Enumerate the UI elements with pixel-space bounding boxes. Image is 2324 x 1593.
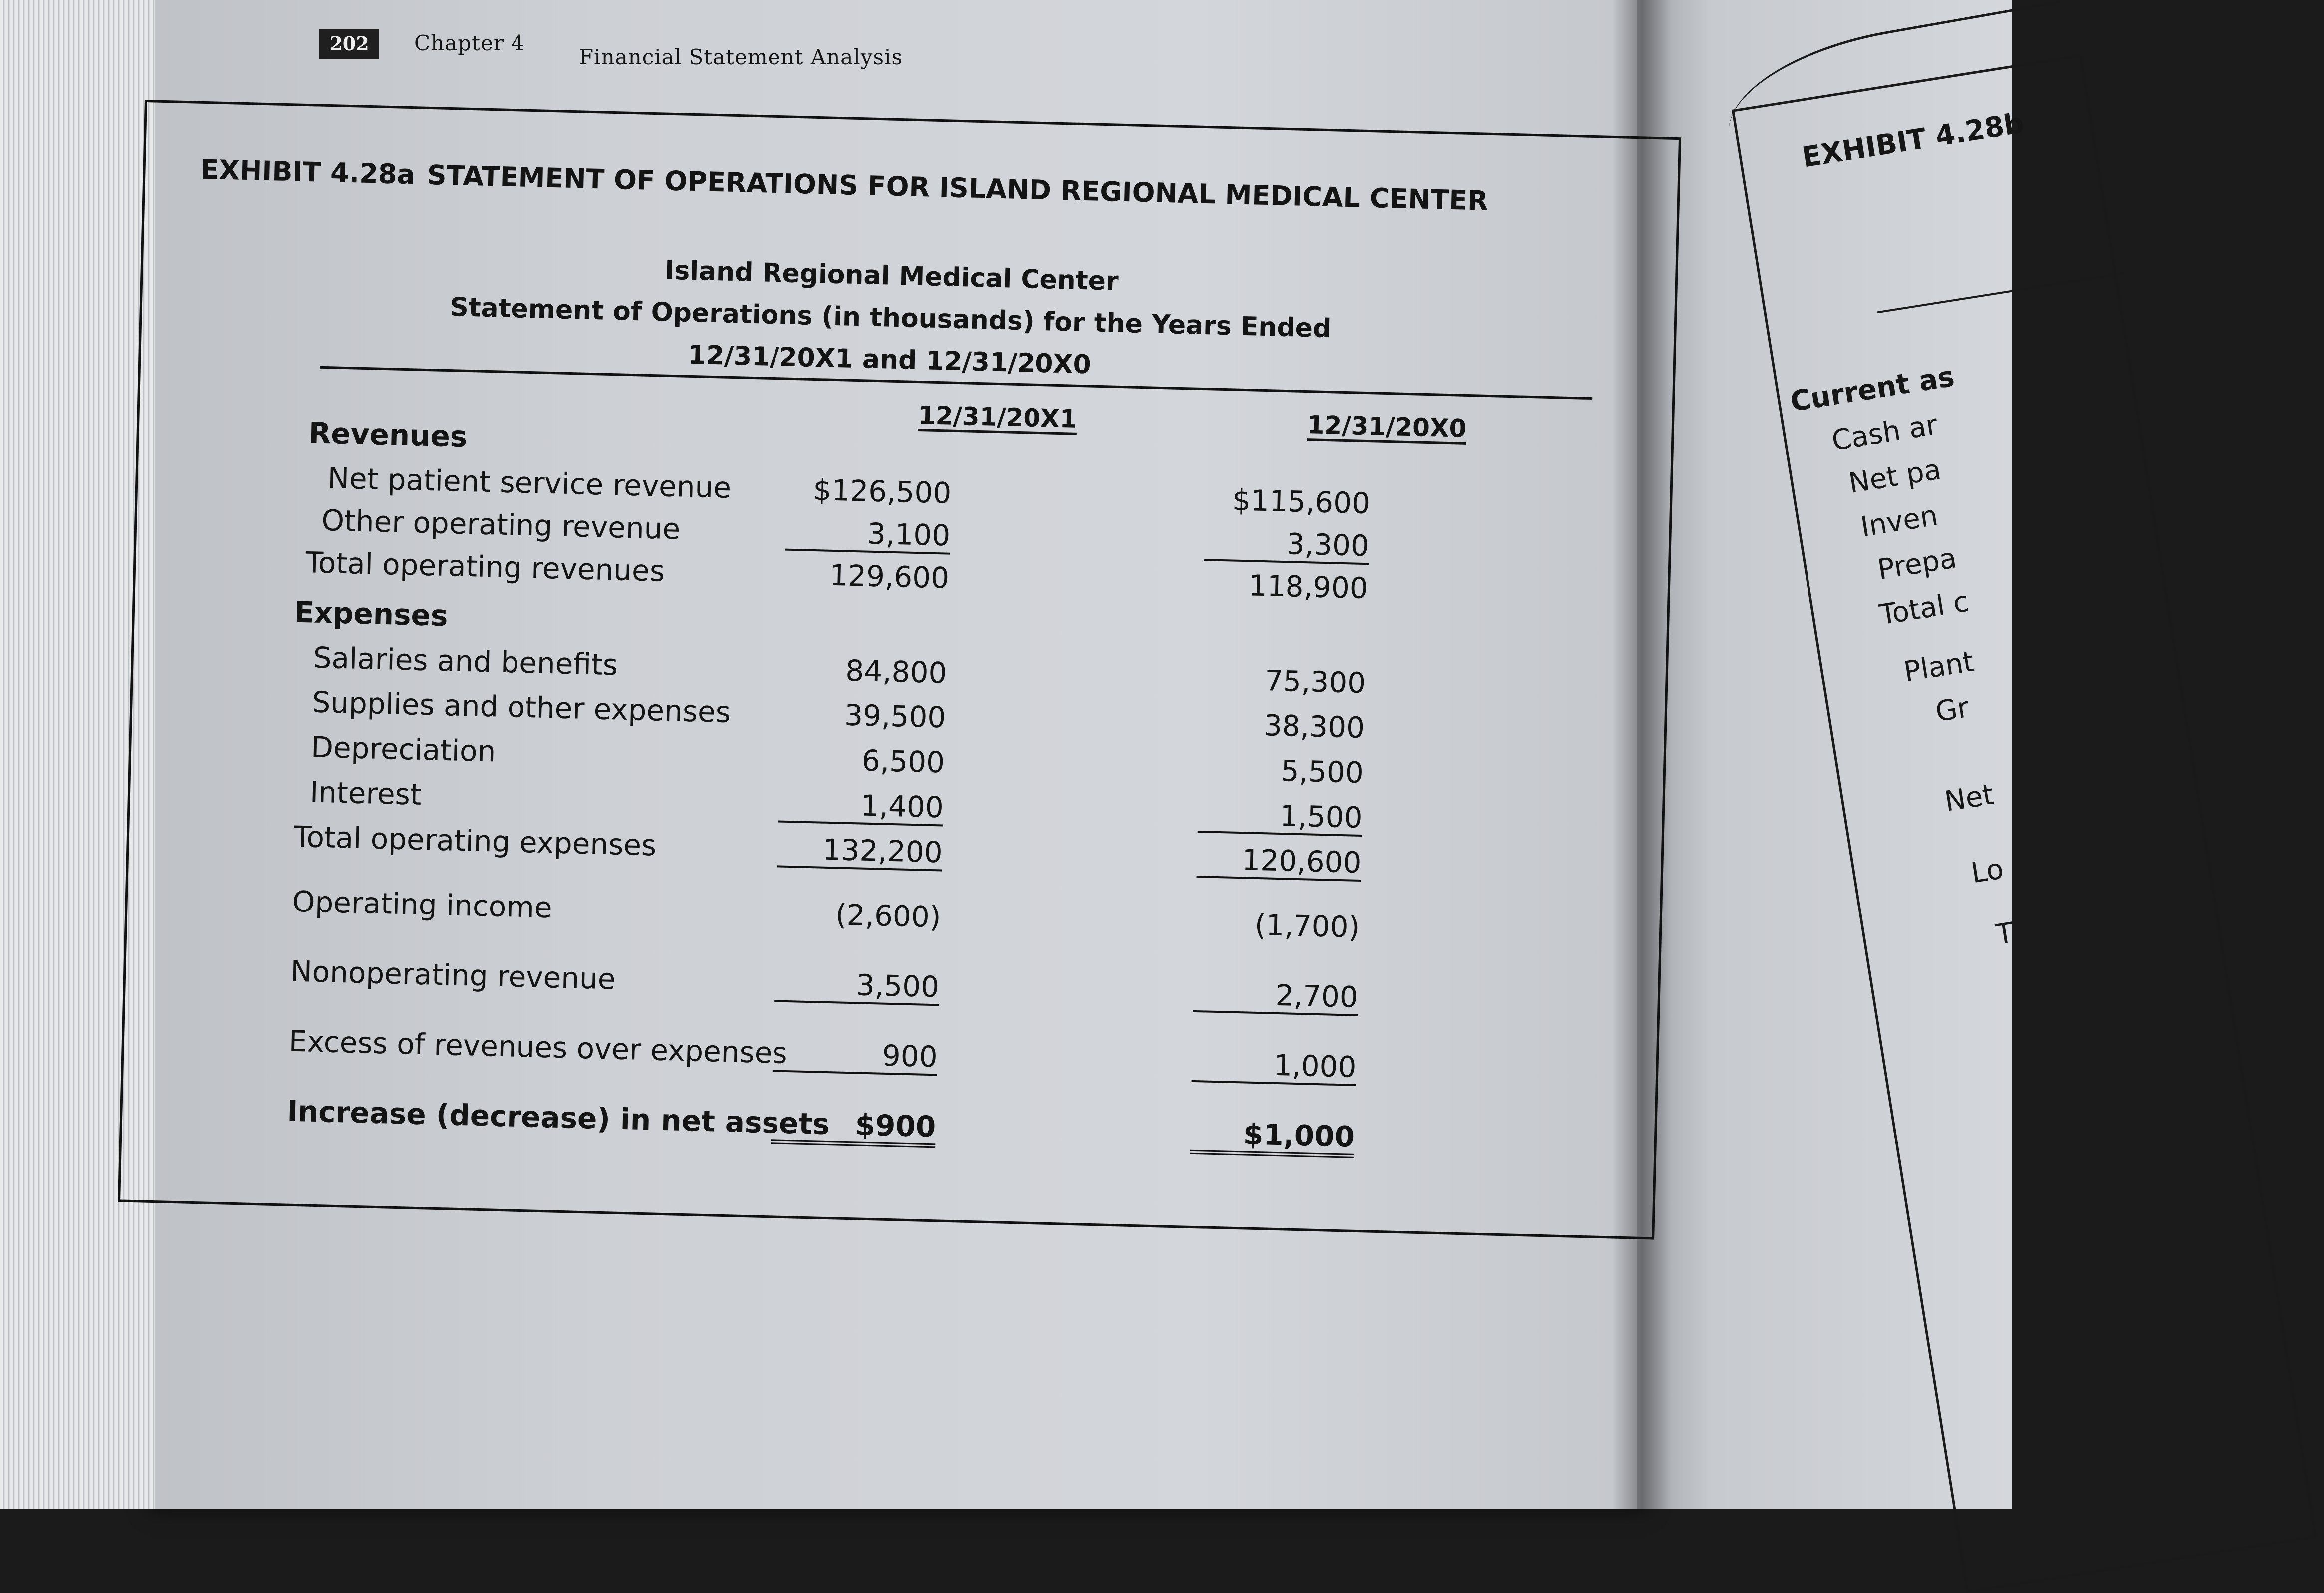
right-item: Gr <box>1933 691 1971 729</box>
right-item: Lo <box>1969 853 2006 890</box>
revenues-heading: Revenues <box>308 416 468 454</box>
value-20x1: 1,400 <box>778 786 944 826</box>
value-20x0: 1,000 <box>1192 1046 1357 1086</box>
value-20x0: 118,900 <box>1248 568 1369 606</box>
value-20x0: $115,600 <box>1232 483 1371 521</box>
table-row <box>127 881 1625 957</box>
right-exhibit-title: EXHIBIT 4.28b <box>1800 107 2027 174</box>
value-20x0: 2,700 <box>1193 976 1359 1016</box>
value-20x1: $900 <box>771 1106 936 1148</box>
statement-heading <box>290 240 1491 396</box>
value-20x0: 1,500 <box>1198 797 1363 837</box>
chapter-label: Chapter 4 <box>414 31 525 55</box>
value-20x1: 129,600 <box>829 558 950 595</box>
row-label: Net patient service revenue <box>327 461 732 505</box>
section-label: Financial Statement Analysis <box>579 45 903 69</box>
value-20x0: $1,000 <box>1190 1116 1355 1158</box>
row-label: Increase (decrease) in net assets <box>286 1094 830 1141</box>
row-label: Nonoperating revenue <box>290 954 616 996</box>
column-header-20x0: 12/31/20X0 <box>1307 410 1467 443</box>
statement-subtitle: Statement of Operations (in thousands) for the Years Ended <box>449 292 1332 344</box>
value-20x1: (2,600) <box>835 898 942 934</box>
expenses-heading: Expenses <box>294 595 449 633</box>
value-20x1: 3,500 <box>774 966 940 1006</box>
exhibit-box <box>118 100 1681 1240</box>
row-label: Salaries and benefits <box>312 640 618 682</box>
right-item: Total c <box>1877 585 1971 632</box>
value-20x0: 75,300 <box>1264 664 1366 700</box>
row-label: Supplies and other expenses <box>311 685 731 730</box>
value-20x1: 39,500 <box>844 698 947 735</box>
value-20x0: 5,500 <box>1280 754 1364 790</box>
row-label: Excess of revenues over expenses <box>288 1024 788 1071</box>
right-item: Current as <box>1788 360 1957 419</box>
row-label: Total operating expenses <box>293 819 657 863</box>
row-label: Interest <box>309 775 422 812</box>
value-20x1: 900 <box>773 1036 938 1076</box>
value-20x0: 120,600 <box>1197 842 1362 882</box>
table-row <box>124 1020 1621 1097</box>
page-number: 202 <box>319 29 379 59</box>
right-item: Plant <box>1901 645 1977 688</box>
page-header <box>319 25 1068 70</box>
row-label: Total operating revenues <box>305 545 665 588</box>
table-row <box>122 1090 1620 1166</box>
right-item: T <box>1994 916 2016 951</box>
value-20x1: 6,500 <box>861 743 945 780</box>
org-name: Island Regional Medical Center <box>664 255 1119 297</box>
exhibit-title-text: STATEMENT OF OPERATIONS FOR ISLAND REGIONAL MEDICAL CENTER <box>427 159 1489 217</box>
exhibit-number: EXHIBIT 4.28a <box>200 153 416 191</box>
column-header-20x1: 12/31/20X1 <box>918 401 1078 434</box>
value-20x1: 3,100 <box>785 515 951 555</box>
value-20x1: 84,800 <box>845 653 948 690</box>
right-item: Prepa <box>1875 542 1959 587</box>
value-20x0: 38,300 <box>1263 708 1365 745</box>
row-label: Operating income <box>292 884 553 925</box>
value-20x1: 132,200 <box>777 831 943 871</box>
right-item: Net <box>1942 778 1996 818</box>
row-label: Other operating revenue <box>321 503 681 546</box>
row-label: Depreciation <box>310 730 497 769</box>
exhibit-title <box>200 154 1489 217</box>
right-item: Inven <box>1858 499 1940 544</box>
statement-dates: 12/31/20X1 and 12/31/20X0 <box>687 340 1092 380</box>
right-item: Net pa <box>1846 453 1943 500</box>
value-20x0: (1,700) <box>1254 908 1361 944</box>
table-row <box>125 950 1623 1027</box>
right-item: Cash ar <box>1829 408 1940 457</box>
value-20x0: 3,300 <box>1204 525 1370 565</box>
right-heading-rule <box>1877 272 2124 313</box>
value-20x1: $126,500 <box>812 472 952 510</box>
